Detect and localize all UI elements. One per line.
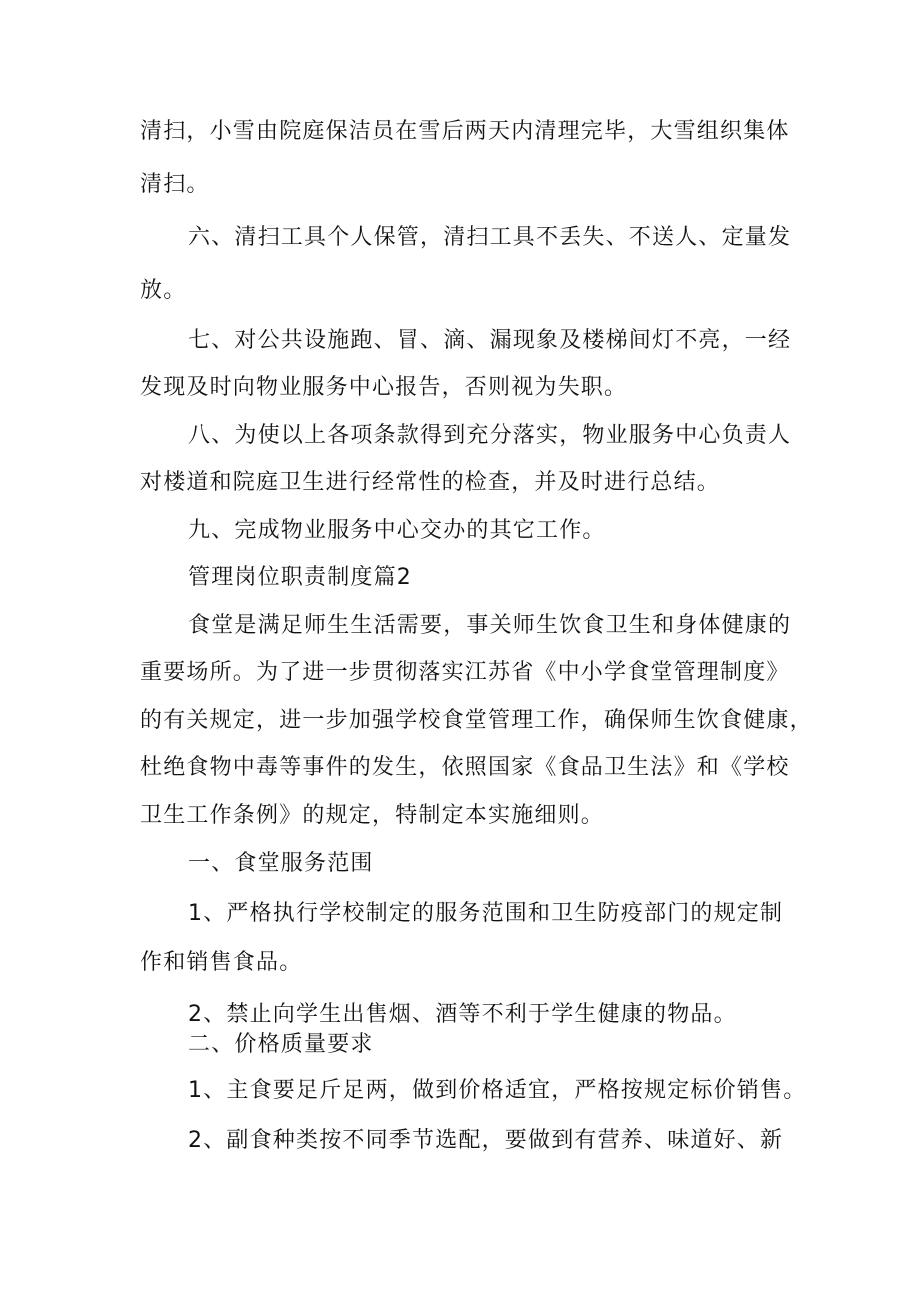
text-line: 重要场所。为了进一步贯彻落实江苏省《中小学食堂管理制度》 [140, 660, 790, 685]
section-heading: 管理岗位职责制度篇2 [188, 565, 412, 590]
text-line: 对楼道和院庭卫生进行经常性的检查，并及时进行总结。 [140, 470, 721, 495]
text-line: 的有关规定，进一步加强学校食堂管理工作，确保师生饮食健康， [140, 708, 813, 733]
text-line: 一、食堂服务范围 [188, 851, 374, 876]
text-line: 二、价格质量要求 [188, 1032, 374, 1057]
text-line: 1、主食要足斤足两，做到价格适宜，严格按规定标价销售。 [188, 1078, 807, 1103]
text-line: 九、完成物业服务中心交办的其它工作。 [188, 518, 606, 543]
text-line: 食堂是满足师生生活需要，事关师生饮食卫生和身体健康的 [188, 613, 792, 638]
text-line: 放。 [140, 278, 187, 303]
text-line: 作和销售食品。 [140, 950, 303, 975]
text-line: 七、对公共设施跑、冒、滴、漏现象及楼梯间灯不亮，一经 [188, 328, 792, 353]
text-line: 1、严格执行学校制定的服务范围和卫生防疫部门的规定制 [188, 901, 784, 926]
text-line: 八、为使以上各项条款得到充分落实，物业服务中心负责人 [188, 423, 792, 448]
text-line: 2、副食种类按不同季节选配，要做到有营养、味道好、新 [188, 1128, 784, 1153]
text-line: 清扫，小雪由院庭保洁员在雪后两天内清理完毕，大雪组织集体 [140, 119, 790, 144]
text-line: 发现及时向物业服务中心报告，否则视为失职。 [140, 375, 628, 400]
text-line: 2、禁止向学生出售烟、酒等不利于学生健康的物品。 [188, 1002, 737, 1027]
text-line: 卫生工作条例》的规定，特制定本实施细则。 [140, 803, 605, 828]
text-line: 清扫。 [140, 172, 210, 197]
text-line: 六、清扫工具个人保管，清扫工具不丢失、不送人、定量发 [188, 225, 792, 250]
text-line: 杜绝食物中毒等事件的发生，依照国家《食品卫生法》和《学校 [140, 755, 790, 780]
